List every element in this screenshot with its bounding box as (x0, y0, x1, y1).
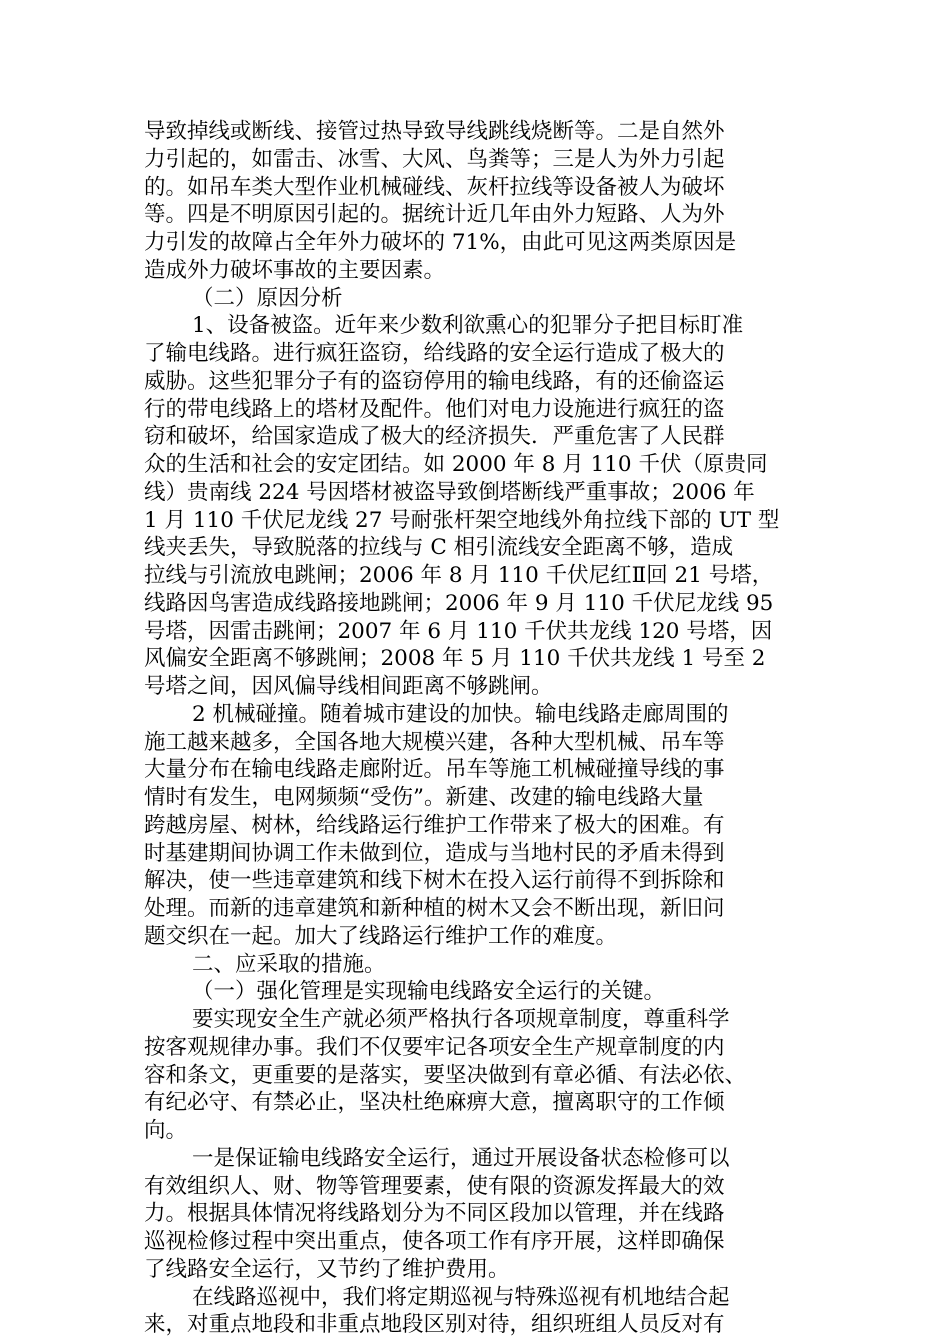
text-line: 施工越来越多，全国各地大规模兴建，各种大型机械、吊车等 (144, 729, 725, 755)
text-line: 解决，使一些违章建筑和线下树木在投入运行前得不到拆除和 (144, 868, 725, 894)
text-line: 力引发的故障占全年外力破坏的 71%，由此可见这两类原因是 (144, 230, 737, 255)
text-line: 号塔之间，因风偏导线相间距离不够跳闸。 (144, 674, 553, 699)
text-line: 向。 (144, 1118, 188, 1143)
text-line: 有纪必守、有禁必止，坚决杜绝麻痹大意，擅离职守的工作倾 (144, 1090, 725, 1116)
text-line: 线）贵南线 224 号因塔材被盗导致倒塔断线严重事故；2006 年 (144, 479, 755, 505)
text-line: 的。如吊车类大型作业机械碰线、灰杆拉线等设备被人为破坏 (144, 174, 725, 200)
text-line: 众的生活和社会的安定团结。如 2000 年 8 月 110 千伏（原贵同 (144, 452, 768, 477)
text-line: 题交织在一起。加大了线路运行维护工作的难度。 (144, 923, 618, 949)
text-line: 号塔，因雷击跳闸；2007 年 6 月 110 千伏共龙线 120 号塔，因 (144, 618, 773, 644)
text-line: 导致掉线或断线、接管过热导致导线跳线烧断等。二是自然外 (144, 119, 725, 144)
text-line: （二）原因分析 (192, 285, 343, 311)
text-line: 1 月 110 千伏尼龙线 27 号耐张杆架空地线外角拉线下部的 UT 型 (144, 507, 780, 533)
text-line: 要实现安全生产就必须严格执行各项规章制度，尊重科学 (192, 1007, 730, 1032)
text-line: （一）强化管理是实现输电线路安全运行的关键。 (192, 979, 666, 1005)
text-line: 时基建期间协调工作未做到位，造成与当地村民的矛盾未得到 (144, 840, 725, 866)
text-line: 力引起的，如雷击、冰雪、大风、鸟粪等；三是人为外力引起 (144, 146, 725, 172)
text-line: 等。四是不明原因引起的。据统计近几年由外力短路、人为外 (144, 202, 725, 228)
text-line: 巡视检修过程中突出重点，使各项工作有序开展，这样即确保 (144, 1229, 725, 1254)
text-line: 情时有发生，电网频频“受伤”。新建、改建的输电线路大量 (144, 785, 704, 810)
text-line: 来，对重点地段和非重点地段区别对待，组织班组人员反对有 (144, 1312, 725, 1338)
text-line: 了线路安全运行，又节约了维护费用。 (144, 1256, 510, 1282)
document-body (144, 118, 814, 1339)
text-line: 2 机械碰撞。随着城市建设的加快。输电线路走廊周围的 (192, 701, 729, 727)
text-line: 大量分布在输电线路走廊附近。吊车等施工机械碰撞导线的事 (144, 757, 725, 783)
text-line: 力。根据具体情况将线路划分为不同区段加以管理，并在线路 (144, 1201, 725, 1227)
text-line: 造成外力破坏事故的主要因素。 (144, 257, 446, 283)
text-line: 线路因鸟害造成线路接地跳闸；2006 年 9 月 110 千伏尼龙线 95 (144, 590, 774, 616)
text-line: 1、设备被盗。近年来少数利欲熏心的犯罪分子把目标盯准 (192, 313, 744, 339)
text-line: 行的带电线路上的塔材及配件。他们对电力设施进行疯狂的盗 (144, 396, 725, 422)
text-line: 窃和破坏，给国家造成了极大的经济损失．严重危害了人民群 (144, 424, 725, 450)
text-line: 跨越房屋、树林，给线路运行维护工作带来了极大的困难。有 (144, 812, 725, 838)
text-line: 容和条文，更重要的是落实，要坚决做到有章必循、有法必依、 (144, 1062, 747, 1088)
text-line: 拉线与引流放电跳闸；2006 年 8 月 110 千伏尼红Ⅱ回 21 号塔， (144, 563, 774, 588)
text-line: 二、应采取的措施。 (192, 951, 386, 977)
text-line: 威胁。这些犯罪分子有的盗窃停用的输电线路，有的还偷盗运 (144, 368, 725, 394)
text-line: 风偏安全距离不够跳闸；2008 年 5 月 110 千伏共龙线 1 号至 2 (144, 646, 766, 672)
text-line: 一是保证输电线路安全运行，通过开展设备状态检修可以 (192, 1145, 730, 1171)
text-line: 线夹丢失，导致脱落的拉线与 C 相引流线安全距离不够，造成 (144, 535, 734, 561)
text-line: 处理。而新的违章建筑和新种植的树木又会不断出现，新旧问 (144, 896, 725, 921)
text-line: 有效组织人、财、物等管理要素，使有限的资源发挥最大的效 (144, 1173, 725, 1199)
text-line: 按客观规律办事。我们不仅要牢记各项安全生产规章制度的内 (144, 1034, 725, 1060)
text-line: 了输电线路。进行疯狂盗窃，给线路的安全运行造成了极大的 (144, 341, 725, 366)
text-line: 在线路巡视中，我们将定期巡视与特殊巡视有机地结合起 (192, 1284, 730, 1310)
